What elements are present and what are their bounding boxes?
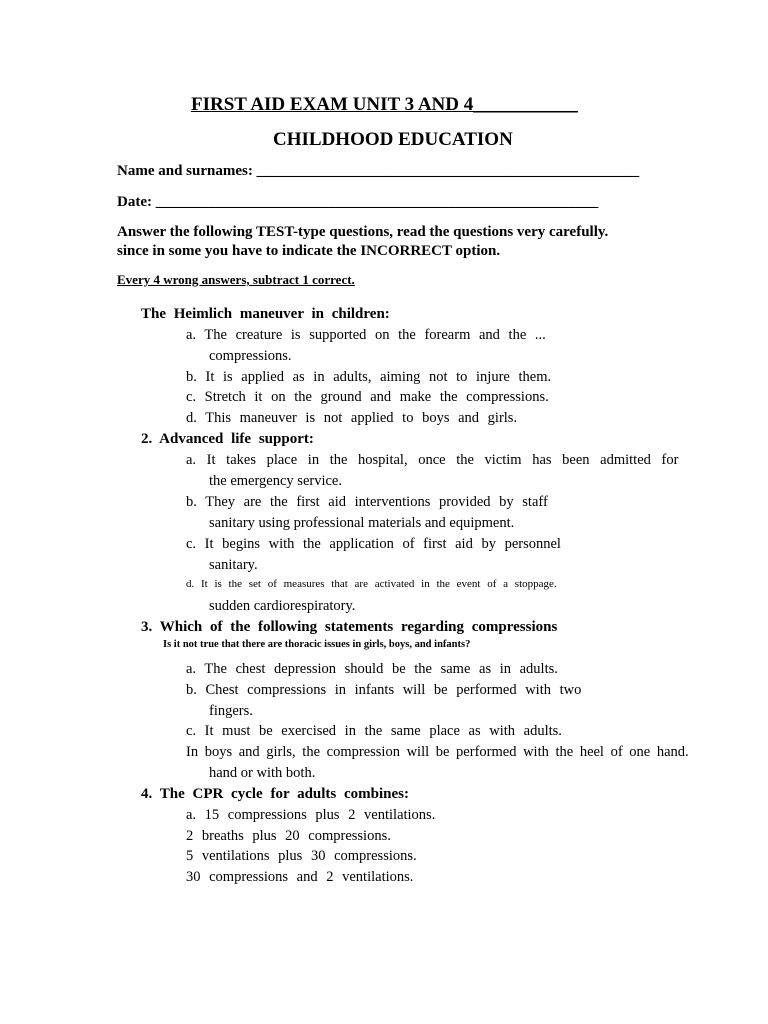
q2-option-a: a. It takes place in the hospital, once the victim has been admitted for	[186, 452, 679, 468]
question-2-title: 2. Advanced life support:	[141, 431, 314, 447]
q2-option-c: c. It begins with the application of first aid by personnel	[186, 536, 561, 552]
q3-option-c: c. It must be exercised in the same place as with adults.	[186, 723, 562, 739]
q2-option-d: d. It is the set of measures that are activated in the event of a stoppage.	[186, 578, 557, 590]
q4-option-b: 2 breaths plus 20 compressions.	[186, 828, 391, 844]
name-field: Name and surnames: ___________________________________________________	[117, 163, 640, 179]
q4-option-c: 5 ventilations plus 30 compressions.	[186, 848, 417, 864]
penalty-note: Every 4 wrong answers, subtract 1 correct.	[117, 272, 355, 287]
q4-option-d: 30 compressions and 2 ventilations.	[186, 869, 414, 885]
q3-option-a: a. The chest depression should be the same as in adults.	[186, 661, 558, 677]
instructions-line-2: since in some you have to indicate the INCORRECT option.	[117, 243, 501, 259]
q2-option-a-continued: the emergency service.	[209, 473, 342, 489]
q1-option-b: b. It is applied as in adults, aiming not to injure them.	[186, 369, 552, 385]
q1-option-c: c. Stretch it on the ground and make the compressions.	[186, 389, 549, 405]
q2-option-b-continued: sanitary using professional materials and equipment.	[209, 515, 515, 531]
q2-option-d-continued: sudden cardiorespiratory.	[209, 598, 356, 614]
question-1-title: The Heimlich maneuver in children:	[141, 306, 390, 322]
q1-option-a: a. The creature is supported on the forearm and the ...	[186, 327, 546, 343]
q2-option-c-continued: sanitary.	[209, 557, 258, 573]
q3-option-b-continued: fingers.	[209, 703, 253, 719]
q4-option-a: a. 15 compressions plus 2 ventilations.	[186, 807, 436, 823]
q1-option-a-continued: compressions.	[209, 348, 292, 364]
question-4-title: 4. The CPR cycle for adults combines:	[141, 786, 410, 802]
q1-option-d: d. This maneuver is not applied to boys and girls.	[186, 410, 518, 426]
exam-title: FIRST AID EXAM UNIT 3 AND 4___________	[191, 94, 578, 115]
q3-option-d: In boys and girls, the compression will be performed with the heel of one hand.	[186, 744, 689, 760]
question-3-title: 3. Which of the following statements regarding compressions	[141, 619, 558, 635]
exam-subtitle: CHILDHOOD EDUCATION	[273, 129, 513, 150]
instructions-line-1: Answer the following TEST-type questions, read the questions very carefully.	[117, 224, 609, 240]
q3-option-b: b. Chest compressions in infants will be performed with two	[186, 682, 582, 698]
date-field: Date: ___________________________________________________________	[117, 194, 599, 210]
q3-option-d-continued: hand or with both.	[209, 765, 316, 781]
q2-option-b: b. They are the first aid interventions provided by staff	[186, 494, 548, 510]
question-3-subtitle: Is it not true that there are thoracic issues in girls, boys, and infants?	[163, 639, 471, 650]
